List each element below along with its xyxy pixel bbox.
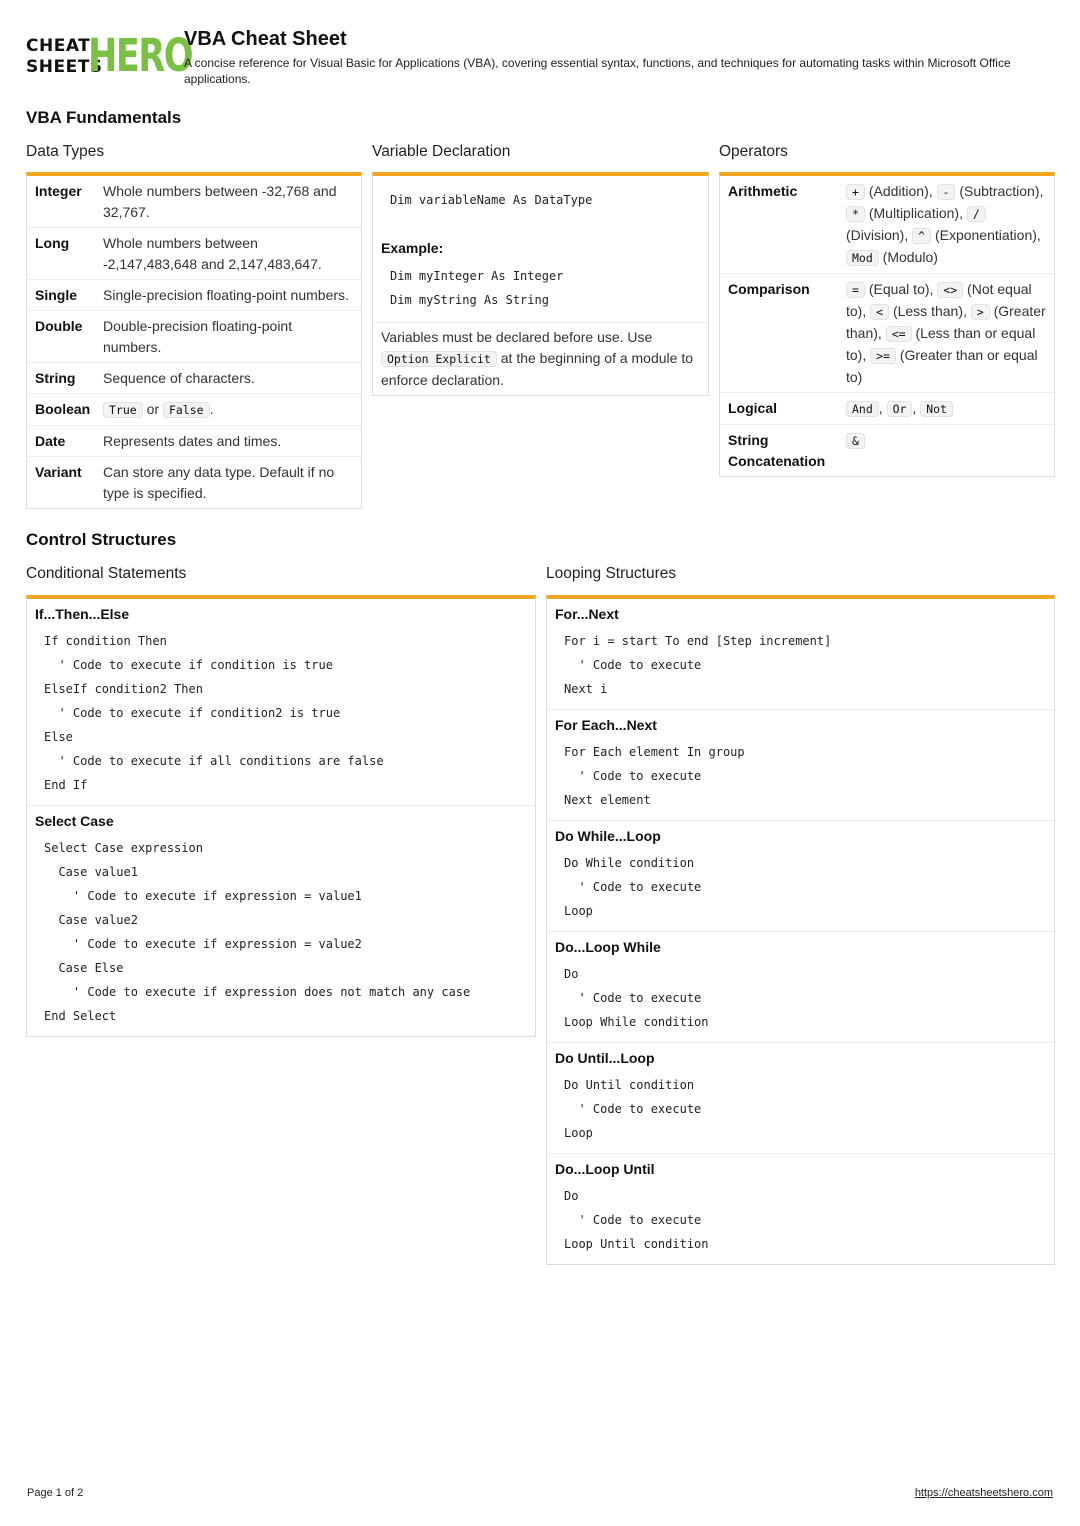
operator-row-arithmetic: Arithmetic + (Addition), - (Subtraction), * (Multiplication), / (Division), ^ (Exponentiation), Mod (Modulo): [720, 176, 1054, 274]
operator-chip: >=: [870, 348, 896, 364]
data-type-row: [27, 457, 361, 508]
code-snippet: If condition Then ' Code to execute if condition is true ElseIf condition2 Then ' Code to execute if condition2 is true Else ' Code to execute if all conditions are false End If: [44, 634, 384, 792]
code-block: [547, 599, 1054, 710]
operator-chip: *: [846, 206, 865, 222]
declaration-note: Variables must be declared before use. Use Option Explicit at the beginning of a module to enforce declaration.: [381, 329, 694, 388]
operator-row-concatenation: String Concatenation &: [720, 425, 1054, 476]
code-snippet: Select Case expression Case value1 ' Code to execute if expression = value1 Case value2 ' Code to execute if expression = value2 Case Else ' Code to execute if expression does not match any case End Select: [44, 841, 471, 1023]
operator-row-comparison: Comparison = (Equal to), <> (Not equal to), < (Less than), > (Greater than), <= (Less than or equal to), >= (Greater than or equal to): [720, 274, 1054, 393]
data-type-description: True or False .: [103, 399, 353, 421]
operator-chip: >: [971, 304, 990, 320]
code-block: [27, 806, 535, 1036]
data-type-description: Single-precision floating-point numbers.: [103, 287, 349, 303]
code-block: [547, 932, 1054, 1043]
data-type-name: Integer: [35, 183, 82, 199]
example-code: Dim myInteger As Integer Dim myString As String: [390, 269, 564, 307]
code-snippet: Do ' Code to execute Loop While condition: [564, 967, 709, 1029]
section-title-fundamentals: VBA Fundamentals: [26, 108, 182, 127]
data-type-row: [27, 363, 361, 394]
option-explicit-chip: Option Explicit: [381, 351, 497, 367]
code-block: [547, 710, 1054, 821]
data-type-description: Can store any data type. Default if no type is specified.: [103, 464, 335, 501]
operator-chip: /: [967, 206, 986, 222]
operator-chip: Mod: [846, 250, 879, 266]
data-type-name: Date: [35, 433, 66, 449]
data-types-title: Data Types: [26, 143, 105, 160]
data-type-row: [27, 228, 361, 280]
data-type-row: [27, 280, 361, 311]
operator-chip: =: [846, 282, 865, 298]
operator-chip: <: [870, 304, 889, 320]
code-snippet: For Each element In group ' Code to execute Next element: [564, 745, 745, 807]
variable-declaration-card: [372, 172, 709, 396]
boolean-chip: True: [103, 402, 143, 418]
concat-chip: &: [846, 433, 865, 449]
operator-chip: Or: [887, 401, 913, 417]
data-type-description: Sequence of characters.: [103, 370, 255, 386]
data-type-name: String: [35, 370, 76, 386]
code-block: [547, 1043, 1054, 1154]
section-title-control: Control Structures: [26, 530, 177, 549]
operator-chip: And: [846, 401, 879, 417]
syntax-code: Dim variableName As DataType: [390, 193, 593, 207]
logo: [26, 29, 192, 82]
looping-title: Looping Structures: [546, 565, 677, 582]
data-type-description: Whole numbers between -32,768 and 32,767.: [103, 183, 337, 220]
code-block: [27, 599, 535, 806]
conditional-card: [26, 595, 536, 1037]
operator-chip: <>: [937, 282, 963, 298]
data-type-name: Double: [35, 318, 83, 334]
logo-hero: HERO: [88, 29, 192, 82]
data-type-name: Boolean: [35, 401, 91, 417]
operator-row-logical: Logical And , Or , Not: [720, 393, 1054, 425]
data-type-description: Double-precision floating-point numbers.: [103, 318, 293, 355]
example-label: Example:: [381, 240, 444, 256]
code-block: [547, 1154, 1054, 1264]
data-type-name: Single: [35, 287, 78, 303]
operators-title: Operators: [719, 143, 788, 160]
data-type-row: [27, 426, 361, 457]
page-number: Page 1 of 2: [27, 1487, 84, 1499]
code-block-title: Select Case: [35, 813, 114, 829]
operator-chip: Not: [920, 401, 953, 417]
logo-text: CHEAT SHEETS: [26, 36, 103, 77]
code-block-title: For Each...Next: [555, 717, 657, 733]
data-type-name: Variant: [35, 464, 82, 480]
code-snippet: Do ' Code to execute Loop Until condition: [564, 1189, 709, 1251]
data-types-card: [26, 172, 362, 509]
data-type-row: [27, 394, 361, 426]
data-type-row: [27, 176, 361, 228]
code-snippet: Do Until condition ' Code to execute Loop: [564, 1078, 702, 1140]
conditional-title: Conditional Statements: [26, 565, 187, 582]
operator-chip: <=: [886, 326, 912, 342]
data-type-description: Whole numbers between -2,147,483,648 and 2,147,483,647.: [103, 235, 322, 272]
operators-card: [719, 172, 1055, 477]
code-block-title: Do...Loop Until: [555, 1161, 655, 1177]
code-block-title: If...Then...Else: [35, 606, 130, 622]
code-block-title: Do While...Loop: [555, 828, 661, 844]
boolean-chip: False: [163, 402, 210, 418]
data-type-name: Long: [35, 235, 70, 251]
code-snippet: Do While condition ' Code to execute Loop: [564, 856, 702, 918]
code-block-title: For...Next: [555, 606, 619, 622]
code-block-title: Do...Loop While: [555, 939, 661, 955]
variable-declaration-title: Variable Declaration: [372, 143, 511, 160]
site-link[interactable]: https://cheatsheetshero.com: [914, 1487, 1053, 1499]
page-title: VBA Cheat Sheet: [184, 28, 347, 50]
code-block-title: Do Until...Loop: [555, 1050, 655, 1066]
data-type-row: [27, 311, 361, 363]
data-type-description: Represents dates and times.: [103, 433, 282, 449]
page-description: A concise reference for Visual Basic for Applications (VBA), covering essential syntax, functions, and techniques for automating tasks within Microsoft Office applications.: [184, 56, 1011, 86]
operator-chip: ^: [912, 228, 931, 244]
looping-card: [546, 595, 1055, 1265]
code-snippet: For i = start To end [Step increment] ' Code to execute Next i: [564, 634, 832, 696]
operator-chip: +: [846, 184, 865, 200]
operator-chip: -: [937, 184, 956, 200]
code-block: [547, 821, 1054, 932]
